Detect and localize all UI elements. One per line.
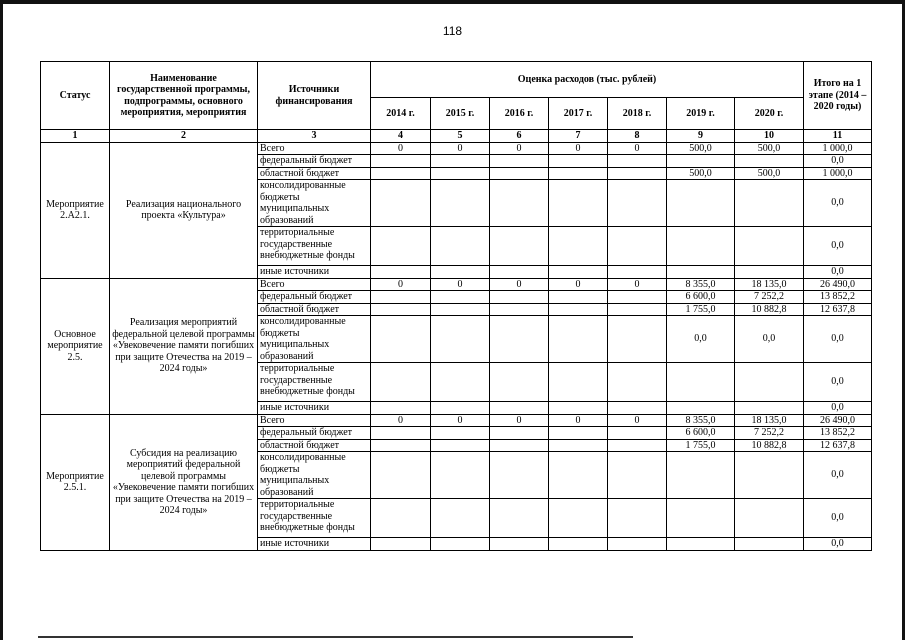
- year-value: [608, 452, 667, 499]
- year-value: [371, 180, 431, 227]
- year-value: 500,0: [735, 142, 804, 155]
- year-value: [608, 499, 667, 538]
- row-total: 0,0: [804, 180, 872, 227]
- year-value: [667, 155, 735, 168]
- year-value: [667, 266, 735, 279]
- year-value: [371, 155, 431, 168]
- year-value: [667, 227, 735, 266]
- column-index: 9: [667, 130, 735, 143]
- year-value: [608, 538, 667, 551]
- header-total: Итого на 1 этапе (2014 – 2020 годы): [804, 62, 872, 130]
- year-value: 0: [608, 142, 667, 155]
- row-source: территориальные государственные внебюджетные фонды: [258, 227, 371, 266]
- year-value: [608, 303, 667, 316]
- year-value: 0,0: [667, 316, 735, 363]
- header-sources: Источники финансирования: [258, 62, 371, 130]
- year-value: 1 755,0: [667, 303, 735, 316]
- row-source: областной бюджет: [258, 167, 371, 180]
- year-value: 0: [431, 414, 490, 427]
- year-value: [490, 452, 549, 499]
- table-row: [41, 142, 872, 155]
- year-value: [608, 155, 667, 168]
- header-name: Наименование государственной программы, подпрограммы, основного мероприятия, мероприятия: [110, 62, 258, 130]
- year-value: [371, 427, 431, 440]
- year-value: [490, 427, 549, 440]
- year-value: 6 600,0: [667, 427, 735, 440]
- row-total: 0,0: [804, 266, 872, 279]
- year-value: [490, 499, 549, 538]
- year-value: [371, 439, 431, 452]
- year-value: [549, 452, 608, 499]
- row-source: Всего: [258, 414, 371, 427]
- year-value: [549, 155, 608, 168]
- year-value: [735, 266, 804, 279]
- year-value: [735, 499, 804, 538]
- year-value: 0: [549, 142, 608, 155]
- year-value: [667, 180, 735, 227]
- header-year: 2019 г.: [667, 98, 735, 130]
- row-total: 0,0: [804, 363, 872, 402]
- page-border-top: [0, 0, 905, 4]
- year-value: 0: [549, 278, 608, 291]
- year-value: [549, 227, 608, 266]
- year-value: [608, 180, 667, 227]
- row-status: Основное мероприятие 2.5.: [41, 278, 110, 414]
- year-value: [608, 439, 667, 452]
- year-value: [431, 167, 490, 180]
- row-name: Реализация мероприятий федеральной целевой программы «Увековечение памяти погибших при защите Отечества на 2019 – 2024 годы»: [110, 278, 258, 414]
- year-value: [549, 303, 608, 316]
- year-value: [431, 452, 490, 499]
- row-source: консолидированные бюджеты муниципальных образований: [258, 316, 371, 363]
- header-year: 2020 г.: [735, 98, 804, 130]
- year-value: [431, 266, 490, 279]
- row-source: консолидированные бюджеты муниципальных образований: [258, 180, 371, 227]
- year-value: [667, 363, 735, 402]
- year-value: [371, 316, 431, 363]
- year-value: [431, 538, 490, 551]
- row-source: иные источники: [258, 402, 371, 415]
- year-value: [431, 402, 490, 415]
- year-value: [667, 452, 735, 499]
- year-value: [490, 316, 549, 363]
- year-value: 18 135,0: [735, 278, 804, 291]
- column-index: 2: [110, 130, 258, 143]
- year-value: 500,0: [667, 167, 735, 180]
- year-value: [431, 499, 490, 538]
- row-total: 0,0: [804, 452, 872, 499]
- row-source: Всего: [258, 142, 371, 155]
- row-total: 0,0: [804, 499, 872, 538]
- year-value: 6 600,0: [667, 291, 735, 304]
- year-value: [735, 538, 804, 551]
- page-border-left: [0, 0, 3, 640]
- year-value: 0: [490, 142, 549, 155]
- year-value: [371, 227, 431, 266]
- year-value: [431, 180, 490, 227]
- header-year: 2017 г.: [549, 98, 608, 130]
- year-value: 0: [371, 278, 431, 291]
- row-source: иные источники: [258, 266, 371, 279]
- row-total: 0,0: [804, 402, 872, 415]
- year-value: [667, 402, 735, 415]
- year-value: [431, 303, 490, 316]
- year-value: [735, 452, 804, 499]
- row-name: Реализация национального проекта «Культура»: [110, 142, 258, 278]
- year-value: 10 882,8: [735, 439, 804, 452]
- year-value: [549, 538, 608, 551]
- column-index: 10: [735, 130, 804, 143]
- year-value: [371, 538, 431, 551]
- year-value: [490, 363, 549, 402]
- row-total: 12 637,8: [804, 439, 872, 452]
- year-value: [490, 538, 549, 551]
- row-total: 0,0: [804, 155, 872, 168]
- year-value: [608, 402, 667, 415]
- year-value: 7 252,2: [735, 427, 804, 440]
- year-value: 0: [490, 414, 549, 427]
- year-value: [735, 363, 804, 402]
- header-year: 2014 г.: [371, 98, 431, 130]
- year-value: 0: [371, 414, 431, 427]
- year-value: [549, 499, 608, 538]
- year-value: [608, 363, 667, 402]
- column-index: 6: [490, 130, 549, 143]
- header-status: Статус: [41, 62, 110, 130]
- header-year: 2015 г.: [431, 98, 490, 130]
- header-estimate: Оценка расходов (тыс. рублей): [371, 62, 804, 98]
- year-value: [371, 303, 431, 316]
- year-value: [431, 439, 490, 452]
- row-total: 26 490,0: [804, 414, 872, 427]
- column-index: 3: [258, 130, 371, 143]
- year-value: 0: [371, 142, 431, 155]
- row-source: областной бюджет: [258, 439, 371, 452]
- year-value: 8 355,0: [667, 278, 735, 291]
- row-total: 0,0: [804, 538, 872, 551]
- year-value: [608, 167, 667, 180]
- row-total: 26 490,0: [804, 278, 872, 291]
- row-total: 13 852,2: [804, 427, 872, 440]
- year-value: [667, 499, 735, 538]
- year-value: [371, 167, 431, 180]
- row-source: федеральный бюджет: [258, 427, 371, 440]
- year-value: [549, 316, 608, 363]
- year-value: [490, 303, 549, 316]
- year-value: [431, 291, 490, 304]
- year-value: [490, 266, 549, 279]
- year-value: [431, 155, 490, 168]
- year-value: [431, 363, 490, 402]
- column-index: 7: [549, 130, 608, 143]
- column-index: 11: [804, 130, 872, 143]
- year-value: [608, 227, 667, 266]
- header-year: 2016 г.: [490, 98, 549, 130]
- row-source: консолидированные бюджеты муниципальных образований: [258, 452, 371, 499]
- year-value: [371, 452, 431, 499]
- year-value: 18 135,0: [735, 414, 804, 427]
- year-value: [549, 363, 608, 402]
- column-index: 5: [431, 130, 490, 143]
- row-source: территориальные государственные внебюджетные фонды: [258, 363, 371, 402]
- year-value: 0: [608, 414, 667, 427]
- year-value: [490, 291, 549, 304]
- year-value: [549, 266, 608, 279]
- year-value: [371, 363, 431, 402]
- budget-table: [40, 61, 872, 551]
- header-year: 2018 г.: [608, 98, 667, 130]
- row-source: иные источники: [258, 538, 371, 551]
- page-bottom-rule: [38, 636, 633, 638]
- year-value: [371, 266, 431, 279]
- year-value: [608, 266, 667, 279]
- year-value: [549, 167, 608, 180]
- year-value: [735, 402, 804, 415]
- year-value: [371, 291, 431, 304]
- row-total: 0,0: [804, 227, 872, 266]
- year-value: 0: [490, 278, 549, 291]
- year-value: [490, 227, 549, 266]
- year-value: [549, 402, 608, 415]
- page-number: 118: [442, 24, 463, 38]
- row-total: 13 852,2: [804, 291, 872, 304]
- year-value: 1 755,0: [667, 439, 735, 452]
- year-value: 0: [608, 278, 667, 291]
- year-value: [549, 180, 608, 227]
- column-index: 4: [371, 130, 431, 143]
- year-value: 7 252,2: [735, 291, 804, 304]
- year-value: 500,0: [735, 167, 804, 180]
- row-source: федеральный бюджет: [258, 291, 371, 304]
- row-status: Мероприятие 2.А2.1.: [41, 142, 110, 278]
- year-value: [371, 402, 431, 415]
- year-value: [431, 316, 490, 363]
- year-value: [371, 499, 431, 538]
- row-source: областной бюджет: [258, 303, 371, 316]
- year-value: 500,0: [667, 142, 735, 155]
- column-index: 1: [41, 130, 110, 143]
- year-value: [490, 155, 549, 168]
- year-value: [735, 227, 804, 266]
- year-value: [549, 427, 608, 440]
- year-value: 0,0: [735, 316, 804, 363]
- year-value: [490, 402, 549, 415]
- table-row: [41, 278, 872, 291]
- year-value: [608, 316, 667, 363]
- year-value: [431, 227, 490, 266]
- row-total: 12 637,8: [804, 303, 872, 316]
- row-source: территориальные государственные внебюджетные фонды: [258, 499, 371, 538]
- year-value: [735, 180, 804, 227]
- year-value: [608, 427, 667, 440]
- year-value: 10 882,8: [735, 303, 804, 316]
- year-value: [431, 427, 490, 440]
- year-value: [667, 538, 735, 551]
- row-total: 1 000,0: [804, 167, 872, 180]
- column-index: 8: [608, 130, 667, 143]
- year-value: [549, 291, 608, 304]
- row-source: федеральный бюджет: [258, 155, 371, 168]
- year-value: 0: [431, 278, 490, 291]
- row-source: Всего: [258, 278, 371, 291]
- year-value: [608, 291, 667, 304]
- year-value: [549, 439, 608, 452]
- year-value: 0: [549, 414, 608, 427]
- year-value: 8 355,0: [667, 414, 735, 427]
- row-name: Субсидия на реализацию мероприятий федеральной целевой программы «Увековечение памяти погибших при защите Отечества на 2019 – 2024 годы»: [110, 414, 258, 550]
- table-row: [41, 414, 872, 427]
- year-value: 0: [431, 142, 490, 155]
- row-total: 1 000,0: [804, 142, 872, 155]
- year-value: [490, 439, 549, 452]
- year-value: [735, 155, 804, 168]
- year-value: [490, 167, 549, 180]
- row-status: Мероприятие 2.5.1.: [41, 414, 110, 550]
- year-value: [490, 180, 549, 227]
- row-total: 0,0: [804, 316, 872, 363]
